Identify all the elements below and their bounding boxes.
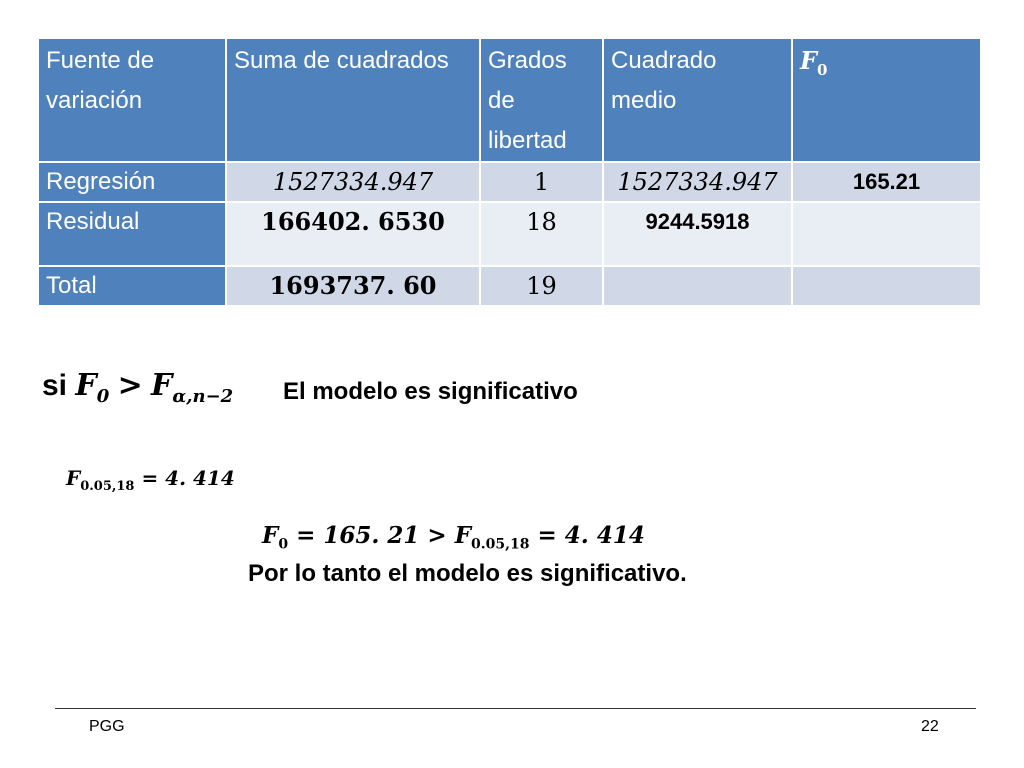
condition-si: si (42, 369, 68, 402)
condition-text: El modelo es significativo (283, 378, 578, 405)
header-sum-squares: Suma de cuadrados (226, 38, 480, 162)
cell-df: 1 (480, 162, 603, 202)
conclusion-text: Por lo tanto el modelo es significativo. (248, 560, 687, 587)
cell-ms: 9244.5918 (603, 202, 792, 266)
header-source: Fuente de variación (38, 38, 226, 162)
cell-ss: 1527334.947 (226, 162, 480, 202)
table-row-residual (38, 202, 981, 266)
cell-ss: 166402. 6530 (226, 202, 480, 266)
condition-rhs: $F_{\alpha,n-2}$ (151, 368, 234, 407)
cell-f (792, 266, 981, 306)
table-row-regresion (38, 162, 981, 202)
cell-df: 18 (480, 202, 603, 266)
cell-f: 165.21 (792, 162, 981, 202)
row-label: Regresión (38, 162, 226, 202)
condition-lhs: $F_0$ (75, 368, 110, 407)
cell-ms: 1527334.947 (603, 162, 792, 202)
significance-condition (42, 368, 233, 407)
condition-operator: > (117, 368, 143, 403)
cell-f (792, 202, 981, 266)
table-row-total (38, 266, 981, 306)
cell-ms (603, 266, 792, 306)
anova-table-container (37, 37, 980, 307)
header-degrees-freedom: Grados de libertad (480, 38, 603, 162)
header-f0-symbol: F (800, 46, 818, 75)
footer-divider (55, 708, 976, 709)
footer-author: PGG (89, 718, 125, 735)
header-f0 (792, 38, 981, 162)
row-label: Residual (38, 202, 226, 266)
critical-value: $F_{0.05,18} = 4$. 414 (66, 466, 235, 494)
cell-ss: 1693737. 60 (226, 266, 480, 306)
header-mean-square: Cuadrado medio (603, 38, 792, 162)
header-f0-sub: 0 (817, 60, 828, 79)
anova-table (37, 37, 982, 307)
footer-page-number: 22 (921, 718, 939, 735)
table-header-row (38, 38, 981, 162)
row-label: Total (38, 266, 226, 306)
cell-df: 19 (480, 266, 603, 306)
comparison-equation: $F_0 = 165$. $21 > F_{0.05,18} = 4$. 414 (262, 522, 645, 553)
